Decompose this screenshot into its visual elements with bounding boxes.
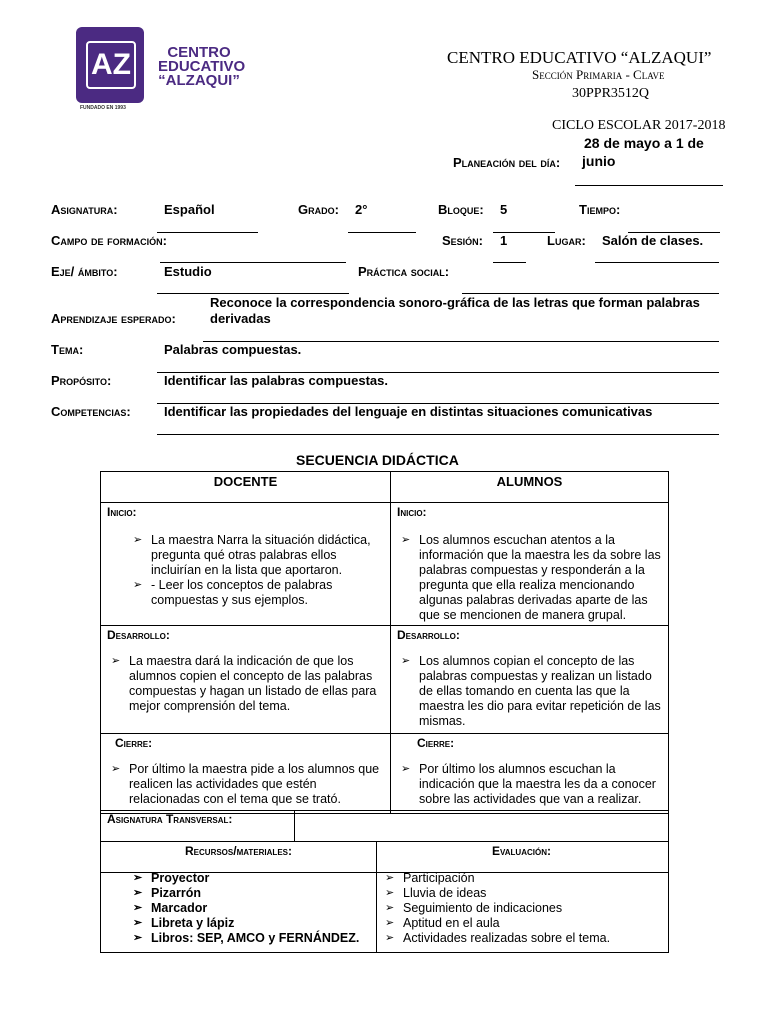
date-line1: 28 de mayo a 1 de bbox=[584, 135, 704, 151]
logo-name bbox=[158, 44, 246, 89]
logo-name-line3: “ALZAQUI” bbox=[158, 72, 240, 89]
desarrollo-docente-label: Desarrollo: bbox=[107, 628, 170, 642]
inicio-alumnos-cell bbox=[391, 503, 669, 626]
arrow-bullet-icon: ➢ bbox=[133, 917, 143, 929]
desarrollo-alumnos-cell bbox=[391, 626, 669, 734]
inicio-alumnos-label: Inicio: bbox=[397, 505, 427, 519]
list-item: ➢ La maestra dará la indicación de que los alumnos copien el concepto de las palabras compuestas y hagan un listado de ellas para mejor comprensión del tema. bbox=[111, 654, 377, 713]
arrow-bullet-icon: ➢ bbox=[111, 655, 121, 667]
recursos-cell bbox=[100, 871, 377, 953]
recursos-header-cell bbox=[100, 841, 377, 873]
list-item: ➢ - Leer los conceptos de palabras compuestas y sus ejemplos. bbox=[133, 578, 333, 607]
list-item: ➢ Libreta y lápiz bbox=[133, 916, 235, 930]
list-item: ➢ Actividades realizadas sobre el tema. bbox=[385, 931, 611, 945]
logo-founded: FUNDADO EN 1993 bbox=[80, 105, 126, 111]
sesion-label: Sesión: bbox=[442, 233, 484, 248]
list-item: ➢ Los alumnos copian el concepto de las palabras compuestas y realizan un listado de ellas tomando en cuenta las que la maestra les dio para evitar repetición de las mismas. bbox=[401, 654, 661, 728]
list-item: ➢ Seguimiento de indicaciones bbox=[385, 901, 563, 915]
arrow-bullet-icon: ➢ bbox=[111, 763, 121, 775]
arrow-bullet-icon: ➢ bbox=[133, 534, 143, 546]
grado-label: Grado: bbox=[298, 202, 339, 217]
arrow-bullet-icon: ➢ bbox=[401, 534, 411, 546]
evaluacion-header-cell bbox=[375, 841, 669, 873]
desarrollo-alumnos-list bbox=[397, 654, 662, 729]
school-name: CENTRO EDUCATIVO “ALZAQUI” bbox=[447, 48, 712, 67]
arrow-bullet-icon: ➢ bbox=[385, 887, 395, 899]
competencias-label: Competencias: bbox=[51, 404, 131, 419]
lugar-underline bbox=[595, 262, 719, 263]
cierre-docente-cell bbox=[101, 734, 391, 814]
asignatura-label: Asignatura: bbox=[51, 202, 118, 217]
sequence-table bbox=[100, 471, 669, 814]
eje-value: Estudio bbox=[164, 264, 212, 279]
proposito-label: Propósito: bbox=[51, 373, 112, 388]
school-code: 30PPR3512Q bbox=[572, 86, 650, 101]
practica-label: Práctica social: bbox=[358, 264, 450, 279]
list-item: ➢ Marcador bbox=[133, 901, 208, 915]
lugar-value: Salón de clases. bbox=[602, 233, 704, 248]
list-item: ➢ Lluvia de ideas bbox=[385, 886, 487, 900]
desarrollo-docente-cell bbox=[101, 626, 391, 734]
logo-name-line1: CENTRO bbox=[167, 44, 231, 61]
tema-label: Tema: bbox=[51, 342, 84, 357]
list-item: ➢ Proyector bbox=[133, 871, 210, 885]
grado-value: 2° bbox=[355, 202, 368, 217]
lugar-label: Lugar: bbox=[547, 233, 586, 248]
competencias-underline bbox=[157, 434, 719, 435]
arrow-bullet-icon: ➢ bbox=[133, 887, 143, 899]
arrow-bullet-icon: ➢ bbox=[385, 917, 395, 929]
list-item: ➢ Por último la maestra pide a los alumnos que realicen las actividades que estén relacionadas con el tema que se trató. bbox=[111, 762, 380, 806]
proposito-value: Identificar las palabras compuestas. bbox=[164, 373, 388, 388]
cierre-alumnos-cell bbox=[391, 734, 669, 814]
evaluacion-label: Evaluación: bbox=[492, 844, 551, 858]
desarrollo-alumnos-label: Desarrollo: bbox=[397, 628, 460, 642]
arrow-bullet-icon: ➢ bbox=[401, 655, 411, 667]
eje-underline bbox=[157, 293, 349, 294]
arrow-bullet-icon: ➢ bbox=[385, 872, 395, 884]
transversal-label-cell bbox=[100, 810, 295, 842]
list-item: ➢ Aptitud en el aula bbox=[385, 916, 500, 930]
inicio-alumnos-list bbox=[397, 533, 662, 623]
tiempo-label: Tiempo: bbox=[579, 202, 621, 217]
inicio-docente-label: Inicio: bbox=[107, 505, 137, 519]
cierre-alumnos-label: Cierre: bbox=[417, 736, 455, 750]
list-item: ➢ Los alumnos escuchan atentos a la información que la maestra les da sobre las palabras compuestas y responderán a la pregunta que ella realiza mencionando algunas palabras derivadas aparte de las que se mencionen de manera grupal. bbox=[401, 533, 661, 622]
date-line2: junio bbox=[582, 153, 616, 169]
transversal-value-cell bbox=[293, 810, 669, 842]
asignatura-underline bbox=[157, 232, 258, 233]
logo-initials: AZ bbox=[86, 41, 136, 89]
asignatura-value: Español bbox=[164, 202, 215, 217]
arrow-bullet-icon: ➢ bbox=[385, 932, 395, 944]
cierre-docente-list bbox=[107, 762, 384, 807]
planning-label: Planeación del día: bbox=[453, 155, 561, 170]
list-item: ➢ Participación bbox=[385, 871, 475, 885]
recursos-label: Recursos/materiales: bbox=[185, 844, 292, 858]
sesion-underline bbox=[493, 262, 526, 263]
arrow-bullet-icon: ➢ bbox=[133, 872, 143, 884]
arrow-bullet-icon: ➢ bbox=[401, 763, 411, 775]
list-item: ➢ La maestra Narra la situación didáctica, pregunta qué otras palabras ellos incluirían en la lista que aportaron. bbox=[133, 533, 371, 577]
desarrollo-docente-list bbox=[107, 654, 384, 714]
arrow-bullet-icon: ➢ bbox=[133, 579, 143, 591]
recursos-list bbox=[101, 871, 376, 946]
school-logo bbox=[76, 27, 144, 103]
list-item: ➢ Pizarrón bbox=[133, 886, 202, 900]
tema-value: Palabras compuestas. bbox=[164, 342, 302, 357]
cierre-alumnos-list bbox=[397, 762, 662, 807]
school-cycle: CICLO ESCOLAR 2017-2018 bbox=[552, 118, 726, 133]
arrow-bullet-icon: ➢ bbox=[133, 902, 143, 914]
sesion-value: 1 bbox=[500, 233, 508, 248]
sequence-title: SECUENCIA DIDÁCTICA bbox=[296, 452, 459, 468]
col-alumnos: ALUMNOS bbox=[391, 472, 669, 503]
col-docente: DOCENTE bbox=[101, 472, 391, 503]
logo-name-line2: EDUCATIVO bbox=[158, 58, 246, 75]
aprendizaje-label: Aprendizaje esperado: bbox=[51, 311, 176, 326]
evaluacion-cell bbox=[375, 871, 669, 953]
eje-label: Eje/ ámbito: bbox=[51, 264, 118, 279]
competencias-value: Identificar las propiedades del lenguaje en distintas situaciones comunicativas bbox=[164, 404, 653, 419]
campo-underline bbox=[160, 262, 346, 263]
arrow-bullet-icon: ➢ bbox=[385, 902, 395, 914]
bloque-value: 5 bbox=[500, 202, 508, 217]
inicio-docente-list bbox=[107, 533, 384, 608]
arrow-bullet-icon: ➢ bbox=[133, 932, 143, 944]
date-underline bbox=[575, 185, 723, 186]
bloque-label: Bloque: bbox=[438, 202, 484, 217]
section-text: Sección Primaria - Clave bbox=[532, 67, 665, 82]
campo-label: Campo de formación: bbox=[51, 233, 167, 248]
grado-underline bbox=[348, 232, 416, 233]
transversal-label: Asignatura Transversal: bbox=[107, 812, 233, 826]
list-item: ➢ Libros: SEP, AMCO y FERNÁNDEZ. bbox=[133, 931, 360, 945]
aprendizaje-line2: derivadas bbox=[210, 311, 271, 326]
aprendizaje-line1: Reconoce la correspondencia sonoro-gráfica de las letras que forman palabras bbox=[210, 295, 700, 310]
evaluacion-list bbox=[375, 871, 668, 946]
cierre-docente-label: Cierre: bbox=[115, 736, 153, 750]
inicio-docente-cell bbox=[101, 503, 391, 626]
list-item: ➢ Por último los alumnos escuchan la indicación que la maestra les da a conocer sobre las actividades que van a realizar. bbox=[401, 762, 656, 806]
practica-underline bbox=[462, 293, 719, 294]
